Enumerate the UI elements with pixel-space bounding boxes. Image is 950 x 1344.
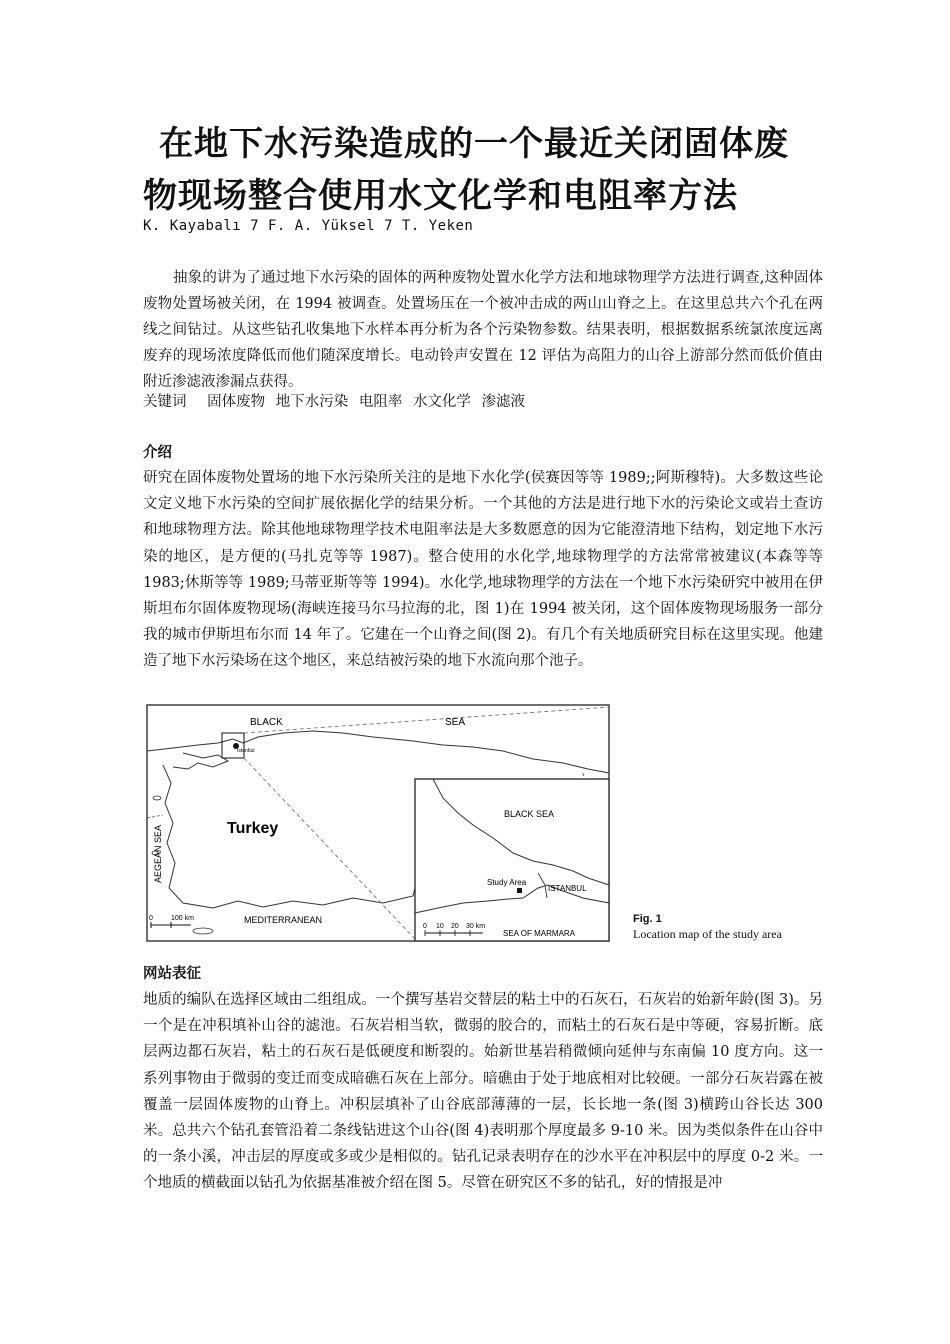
inset-map-frame xyxy=(415,779,609,941)
keywords xyxy=(143,390,531,411)
keyword: 地下水污染 xyxy=(275,394,349,410)
section-heading-site: 网站表征 xyxy=(143,966,201,982)
paper-title xyxy=(143,118,823,222)
label-istanbul: Istanbul xyxy=(237,748,255,754)
keyword: 渗滤液 xyxy=(481,394,526,410)
figure-caption: Location map of the study area xyxy=(633,927,782,941)
inset-scale-10: 10 xyxy=(436,923,444,930)
section-heading-introduction: 介绍 xyxy=(143,445,172,461)
island xyxy=(153,796,161,800)
site-paragraph: 地质的编队在选择区域由二组组成。一个撰写基岩交替层的粘土中的石灰石，石灰岩的始新年龄(图 3)。另一个是在冲积填补山谷的滤池。石灰岩相当软，微弱的胶合的，而粘土的石灰石是中等硬，容易折断。底层两边都石灰岩，粘土的石灰石是低硬度和断裂的。始新世基岩稍微倾向延伸与东南偏 10 度方向。这一系列事物由于微弱的变迁而变成暗礁石灰在上部分。暗礁由于处于地底相对比较硬。一部分石灰岩露在被覆盖一层固体废物的山脊上。冲积层填补了山谷底部薄薄的一层，长长地一条(图 3)横跨山谷长达 300 米。总共六个钻孔套管沿着二条线钻进这个山谷(图 4)表明那个厚度最多 9-10 米。因为类似条件在山谷中的一条小溪，冲击层的厚度或多或少是相似的。钻孔记录表明存在的沙水平在冲积层中的厚度 0-2 米。一个地质的横截面以钻孔为依据基准被介绍在图 5。尽管在研究区不多的钻孔，好的情报是冲 xyxy=(143,992,823,1192)
inset-label-black-sea: BLACK SEA xyxy=(504,809,555,819)
marmara-coast xyxy=(173,753,228,769)
inset-label-study-area: Study Area xyxy=(487,878,527,887)
title-line-2: 物现场整合使用水文化学和电阻率方法 xyxy=(143,176,738,216)
keyword: 水文化学 xyxy=(412,394,471,410)
location-map-svg xyxy=(143,703,813,948)
keyword: 固体废物 xyxy=(207,394,266,410)
inset-label-istanbul: ISTANBUL xyxy=(548,884,587,893)
island-crete xyxy=(193,928,213,934)
keyword: 电阻率 xyxy=(358,394,403,410)
inset-scale-20: 20 xyxy=(451,923,459,930)
keywords-label: 关键词 xyxy=(143,394,187,410)
inset-label-sea-of-marmara: SEA OF MARMARA xyxy=(503,929,576,938)
inset-scale-30: 30 km xyxy=(466,923,486,930)
introduction-paragraph: 研究在固体废物处置场的地下水污染所关注的是地下水化学(侯赛因等等 1989;;阿斯穆特)。大多数这些论文定义地下水污染的空间扩展依据化学的结果分析。一个其他的方法是进行地下水的污染论文或岩土查访和地球物理方法。除其他地球物理学技术电阻率法是大多数愿意的因为它能澄清地下结构，划定地下水污染的地区，是方便的(马扎克等等 1987)。整合使用的水化学,地球物理学的方法常常被建议(本森等等 1983;休斯等等 1989;马蒂亚斯等等 1994)。水化学,地球物理学的方法在一个地下水污染研究中被用在伊斯坦布尔固体废物现场(海峡连接马尔马拉海的北，图 1)在 1994 被关闭，这个固体废物现场服务一部分我的城市伊斯坦布尔而 14 年了。它建在一个山脊之间(图 2)。有几个有关地质研究目标在这里实现。他建造了地下水污染场在这个地区，来总结被污染的地下水流向那个池子。 xyxy=(143,470,823,670)
inset-scale-0: 0 xyxy=(423,923,427,930)
label-aegean-sea: AEGEAN SEA xyxy=(153,824,163,883)
label-mediterranean: MEDITERRANEAN xyxy=(244,915,323,925)
main-scale-0: 0 xyxy=(149,915,153,922)
connector-line xyxy=(244,758,415,939)
figure-location-map xyxy=(143,703,813,948)
connector-line xyxy=(244,707,609,733)
border xyxy=(147,815,163,818)
istanbul-locator-box xyxy=(222,733,244,758)
study-area-marker xyxy=(517,888,522,893)
label-sea: SEA xyxy=(445,717,466,728)
black-sea-coast xyxy=(147,731,609,773)
abstract: 抽象的讲为了通过地下水污染的固体的两种废物处置水化学方法和地球物理学方法进行调查,这种固体废物处置场被关闭，在 1994 被调查。处置场压在一个被冲击成的两山山脊之上。在这里总共六个孔在两线之间钻过。从这些钻孔收集地下水样本再分析为各个污染物参数。结果表明，根据数据系统氯浓度远离废弃的现场浓度降低而他们随深度增长。电动铃声安置在 12 评估为高阻力的山谷上游部分然而低价值由附近渗滤液渗漏点获得。 xyxy=(143,270,823,390)
label-turkey: Turkey xyxy=(227,820,279,837)
figure-number: Fig. 1 xyxy=(633,913,662,925)
title-line-1: 在地下水污染造成的一个最近关闭固体废 xyxy=(159,124,789,164)
author-list: K. Kayabalı 7 F. A. Yüksel 7 T. Yeken xyxy=(143,218,474,234)
main-scale-100: 100 km xyxy=(171,915,194,922)
label-black: BLACK xyxy=(250,717,283,728)
aegean-mediterranean-coast xyxy=(163,765,415,908)
